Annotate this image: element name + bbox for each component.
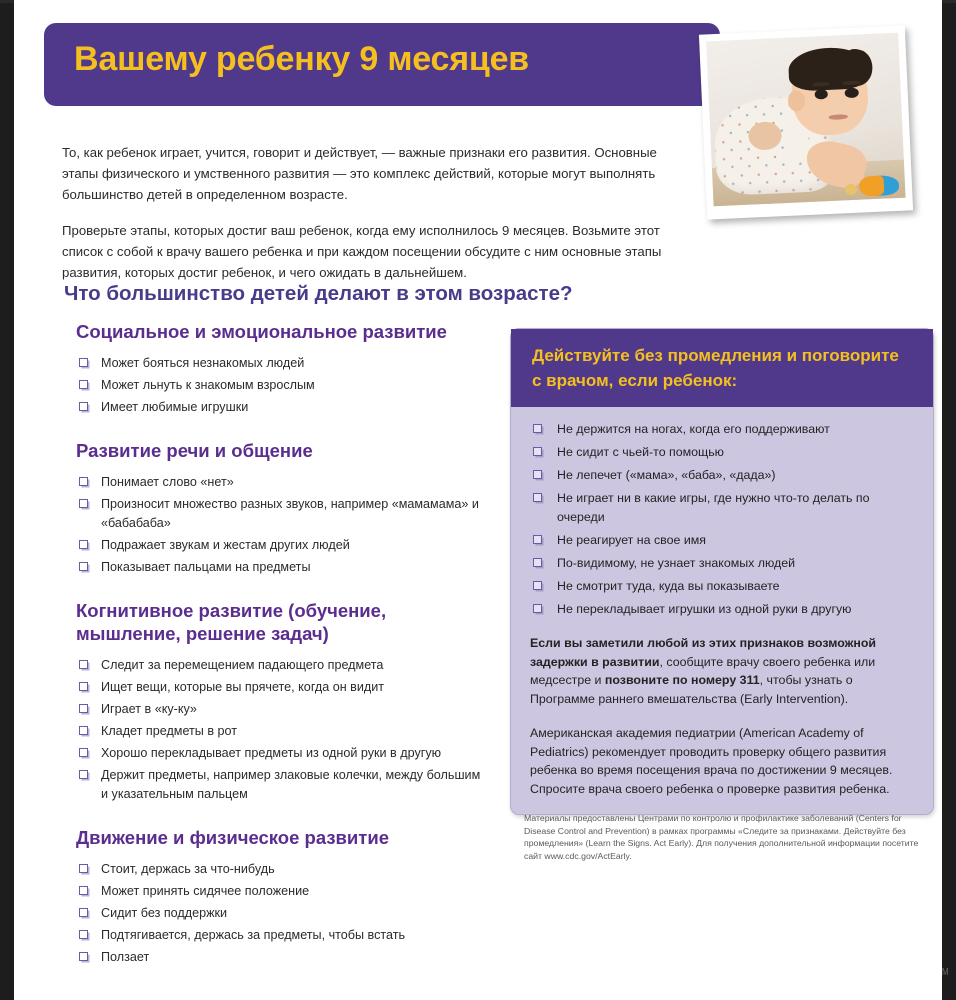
document-page bbox=[14, 0, 949, 1000]
checklist-item-label: Показывает пальцами на предметы bbox=[101, 560, 311, 574]
checklist-item[interactable] bbox=[76, 744, 486, 763]
warning-item[interactable] bbox=[530, 466, 915, 485]
checkbox-icon[interactable] bbox=[79, 886, 88, 895]
checklist-item[interactable] bbox=[76, 766, 486, 804]
aap-note: Американская академия педиатрии (American Academy of Pediatrics) рекомендует проводить проверку общего развития ребенка во время посещения врача по достижении 9 месяцев. Спросите врача своего ребенка о проверке развития ребенка. bbox=[530, 726, 893, 796]
checkbox-icon[interactable] bbox=[533, 535, 542, 544]
checklist-item-label: Имеет любимые игрушки bbox=[101, 400, 249, 414]
stray-mark: M bbox=[941, 967, 949, 978]
warning-item[interactable] bbox=[530, 600, 915, 619]
panel-header bbox=[511, 329, 933, 407]
checkbox-icon[interactable] bbox=[79, 770, 88, 779]
warning-item[interactable] bbox=[530, 577, 915, 596]
checklist-item[interactable] bbox=[76, 678, 486, 697]
checklist-item[interactable] bbox=[76, 722, 486, 741]
early-intervention-note bbox=[530, 634, 915, 708]
section-heading: Что большинство детей делают в этом возрасте? bbox=[64, 282, 573, 305]
checkbox-icon[interactable] bbox=[79, 358, 88, 367]
checkbox-icon[interactable] bbox=[79, 908, 88, 917]
category-title: Движение и физическое развитие bbox=[76, 827, 390, 848]
checklist-item-label: Следит за перемещением падающего предмета bbox=[101, 658, 384, 672]
checklist-item-label: Хорошо перекладывает предметы из одной руки в другую bbox=[101, 746, 442, 760]
checkbox-icon[interactable] bbox=[79, 562, 88, 571]
frame-edge-left bbox=[0, 0, 14, 1000]
checklist-item[interactable] bbox=[76, 860, 486, 879]
panel-body bbox=[511, 407, 933, 814]
checklist-item[interactable] bbox=[76, 398, 486, 417]
checkbox-icon[interactable] bbox=[533, 581, 542, 590]
category-social-emotional bbox=[76, 320, 486, 417]
checklist-item-label: Подражает звукам и жестам других людей bbox=[101, 538, 350, 552]
warning-item-label: По-видимому, не узнает знакомых людей bbox=[557, 556, 796, 570]
checkbox-icon[interactable] bbox=[79, 726, 88, 735]
checklist-item[interactable] bbox=[76, 536, 486, 555]
note-bold-phone: позвоните по номеру 311 bbox=[604, 673, 760, 687]
checklist-item-label: Понимает слово «нет» bbox=[101, 475, 234, 489]
checklist bbox=[76, 860, 486, 967]
warning-item-label: Не смотрит туда, куда вы показываете bbox=[557, 579, 780, 593]
milestone-columns bbox=[76, 320, 486, 970]
checklist-item[interactable] bbox=[76, 926, 486, 945]
checklist bbox=[76, 656, 486, 804]
checklist-item-label: Может бояться незнакомых людей bbox=[101, 356, 305, 370]
checklist-item[interactable] bbox=[76, 354, 486, 373]
checklist-item-label: Ищет вещи, которые вы прячете, когда он видит bbox=[101, 680, 385, 694]
warning-item[interactable] bbox=[530, 554, 915, 573]
checklist-item[interactable] bbox=[76, 376, 486, 395]
checkbox-icon[interactable] bbox=[79, 952, 88, 961]
checklist-item[interactable] bbox=[76, 948, 486, 967]
category-title: Когнитивное развитие (обучение, мышление, решение задач) bbox=[76, 600, 387, 644]
note-bold-delay: Если вы заметили любой из этих признаков возможной задержки в развитии bbox=[530, 636, 877, 669]
intro-paragraph-2: Проверьте этапы, которых достиг ваш ребенок, когда ему исполнилось 9 месяцев. Возьмите этот список с собой к врачу вашего ребенка и при каждом посещении обсудите с ним основные этапы развития, которых достиг ребенок, и чего ожидать в дальнейшем. bbox=[62, 223, 662, 280]
checkbox-icon[interactable] bbox=[79, 660, 88, 669]
warning-item-label: Не перекладывает игрушки из одной руки в другую bbox=[557, 602, 852, 616]
category-movement-physical bbox=[76, 826, 486, 967]
page-title: Вашему ребенку 9 месяцев bbox=[74, 40, 529, 78]
note-mid: , сообщите врачу своего ребенка или медсестре и bbox=[530, 654, 876, 687]
checkbox-icon[interactable] bbox=[79, 499, 88, 508]
category-cognitive bbox=[76, 599, 486, 804]
warning-item-label: Не держится на ногах, когда его поддерживают bbox=[557, 422, 830, 436]
checkbox-icon[interactable] bbox=[533, 493, 542, 502]
note-end: , чтобы узнать о Программе раннего вмешательства (Early Intervention). bbox=[530, 673, 853, 706]
warning-item[interactable] bbox=[530, 443, 915, 462]
checklist-item-label: Играет в «ку-ку» bbox=[101, 702, 197, 716]
checkbox-icon[interactable] bbox=[79, 402, 88, 411]
checkbox-icon[interactable] bbox=[533, 424, 542, 433]
checkbox-icon[interactable] bbox=[533, 447, 542, 456]
checklist-item[interactable] bbox=[76, 495, 486, 533]
checklist-item-label: Кладет предметы в рот bbox=[101, 724, 238, 738]
warning-item[interactable] bbox=[530, 531, 915, 550]
category-title: Социальное и эмоциональное развитие bbox=[76, 321, 447, 342]
warning-checklist bbox=[530, 420, 915, 619]
intro-paragraph-1: То, как ребенок играет, учится, говорит и действует, — важные признаки его развития. Основные этапы физического и умственного развития — это комплекс действий, которые могут выполнять большинство детей в определенном возрасте. bbox=[62, 145, 657, 202]
checklist-item-label: Держит предметы, например злаковые колечки, между большим и указательным пальцем bbox=[101, 768, 481, 801]
checkbox-icon[interactable] bbox=[533, 558, 542, 567]
checkbox-icon[interactable] bbox=[79, 748, 88, 757]
warning-item[interactable] bbox=[530, 489, 915, 527]
checklist-item-label: Подтягивается, держась за предметы, чтобы встать bbox=[101, 928, 406, 942]
panel-title: Действуйте без промедления и поговорите с врачом, если ребенок: bbox=[532, 346, 899, 390]
checkbox-icon[interactable] bbox=[79, 930, 88, 939]
checklist-item[interactable] bbox=[76, 882, 486, 901]
checklist-item[interactable] bbox=[76, 558, 486, 577]
checklist-item-label: Сидит без поддержки bbox=[101, 906, 228, 920]
checklist-item[interactable] bbox=[76, 656, 486, 675]
warning-item-label: Не лепечет («мама», «баба», «дада») bbox=[557, 468, 776, 482]
checklist-item-label: Может принять сидячее положение bbox=[101, 884, 310, 898]
checkbox-icon[interactable] bbox=[79, 540, 88, 549]
act-early-panel bbox=[510, 328, 934, 815]
warning-item-label: Не играет ни в какие игры, где нужно что-то делать по очереди bbox=[557, 491, 870, 524]
checklist-item-label: Стоит, держась за что-нибудь bbox=[101, 862, 275, 876]
checkbox-icon[interactable] bbox=[79, 477, 88, 486]
category-speech-communication bbox=[76, 439, 486, 577]
checklist-item[interactable] bbox=[76, 473, 486, 492]
warning-item-label: Не сидит с чьей-то помощью bbox=[557, 445, 724, 459]
baby-photo-frame bbox=[699, 25, 913, 219]
checkbox-icon[interactable] bbox=[79, 380, 88, 389]
checklist bbox=[76, 354, 486, 417]
category-title: Развитие речи и общение bbox=[76, 440, 313, 461]
checklist bbox=[76, 473, 486, 577]
checkbox-icon[interactable] bbox=[533, 470, 542, 479]
checkbox-icon[interactable] bbox=[79, 864, 88, 873]
checkbox-icon[interactable] bbox=[533, 604, 542, 613]
warning-item[interactable] bbox=[530, 420, 915, 439]
header-banner bbox=[44, 23, 720, 106]
checklist-item[interactable] bbox=[76, 700, 486, 719]
checklist-item[interactable] bbox=[76, 904, 486, 923]
source-footnote: Материалы предоставлены Центрами по контролю и профилактике заболеваний (Centers for Disease Control and Prevention) в рамках программы «Следите за признаками. Действуйте без промедления» (Learn the Signs. Act Early). Для получения дополнительной информации посетите сайт www.cdc.gov/ActEarly. bbox=[524, 813, 919, 861]
baby-photo bbox=[706, 33, 905, 207]
frame-edge-right bbox=[942, 0, 956, 1000]
checklist-item-label: Ползает bbox=[101, 950, 150, 964]
checklist-item-label: Произносит множество разных звуков, например «мамамама» и «бабабаба» bbox=[101, 497, 479, 530]
warning-item-label: Не реагирует на свое имя bbox=[557, 533, 706, 547]
checklist-item-label: Может льнуть к знакомым взрослым bbox=[101, 378, 315, 392]
checkbox-icon[interactable] bbox=[79, 682, 88, 691]
intro-text bbox=[62, 142, 687, 298]
checkbox-icon[interactable] bbox=[79, 704, 88, 713]
